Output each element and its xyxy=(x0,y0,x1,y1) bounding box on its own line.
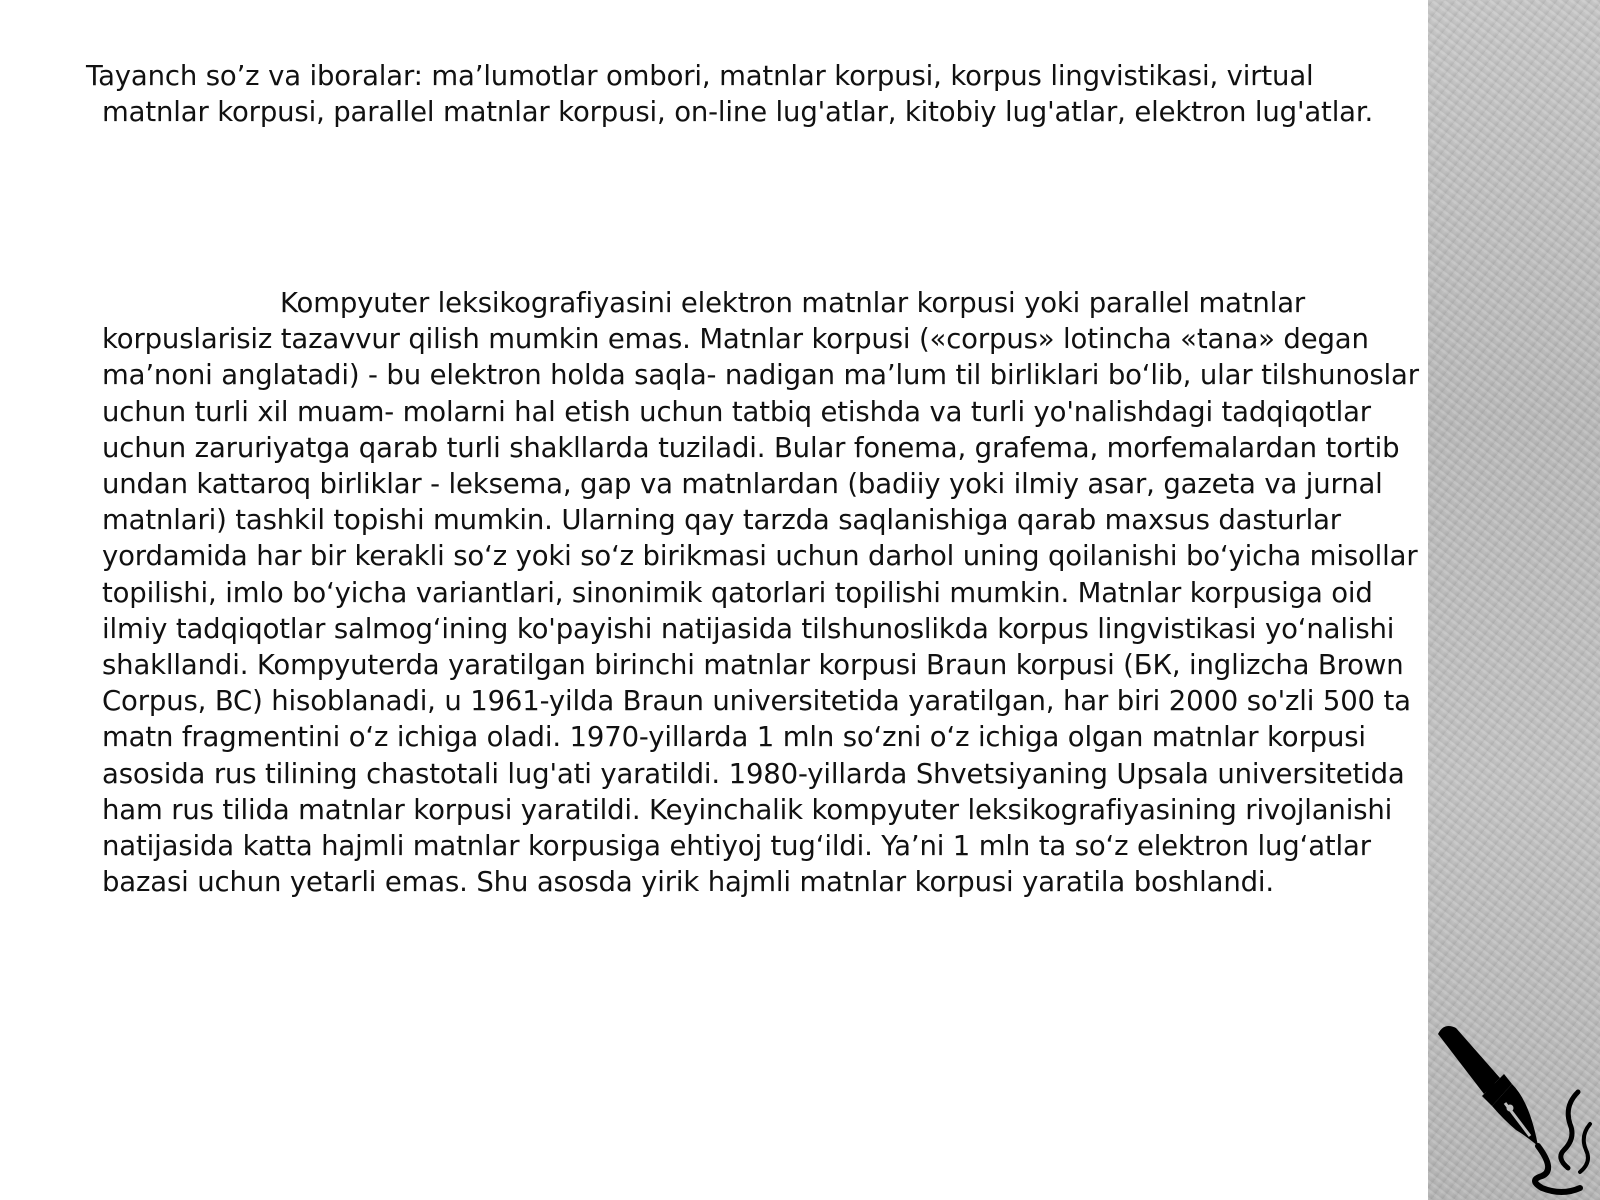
keywords-paragraph: Tayanch so’z va iboralar: ma’lumotlar ombori, matnlar korpusi, korpus lingvistikasi, virtual matnlar korpusi, parallel matnlar korpusi, on-line lug'atlar, kitobiy lug'atlar, elektron lug'atlar. xyxy=(86,60,1374,129)
body-paragraph xyxy=(86,285,1428,900)
pen-body xyxy=(1438,1026,1538,1146)
body-paragraph-text: Kompyuter leksikografiyasini elektron matnlar korpusi yoki parallel matnlar korpuslarisiz tazavvur qilish mumkin emas. Matnlar korpusi («corpus» lotincha «tana» degan ma’noni anglatadi) - bu elektron holda saqla- nadigan ma’lum til birliklari bo‘lib, ular tilshunoslar uchun turli xil muam- molarni hal etish uchun tatbiq etishda va turli yo'nalishdagi tadqiqotlar uchun zaruriyatga qarab turli shakllarda tuziladi. Bular fonema, grafema, morfemalardan tortib undan kattaroq birliklar - leksema, gap va matnlardan (badiiy yoki ilmiy asar, gazeta va jurnal matnlari) tashkil topishi mumkin. Ularning qay tarzda saqlanishiga qarab maxsus dasturlar yordamida har bir kerakli so‘z yoki so‘z birikmasi uchun darhol uning qoilanishi bo‘yicha misollar topilishi, imlo bo‘yicha variantlari, sinonimik qatorlari topilishi mumkin. Matnlar korpusiga oid ilmiy tadqiqotlar salmog‘ining ko'payishi natijasida tilshunoslikda korpus lingvistikasi yo‘nalishi shakllandi. Kompyuterda yaratilgan birinchi matnlar korpusi Braun korpusi (БК, inglizcha Brown Corpus, BC) hisoblanadi, u 1961-yilda Braun universitetida yaratilgan, har biri 2000 so'zli 500 ta matn fragmentini o‘z ichiga oladi. 1970-yillarda 1 mln so‘zni o‘z ichiga olgan matnlar korpusi asosida rus tilining chastotali lug'ati yaratildi. 1980-yillarda Shvetsiyaning Upsala universitetida ham rus tilida matnlar korpusi yaratildi. Keyinchalik kompyuter leksikografiyasining rivojlanishi natijasida katta hajmli matnlar korpusiga ehtiyoj tug‘ildi. Ya’ni 1 mln ta so‘z elektron lug‘atlar bazasi uchun yetarli emas. Shu asosda yirik hajmli matnlar korpusi yaratila boshlandi. xyxy=(102,287,1419,899)
fountain-pen-icon xyxy=(1430,1020,1600,1200)
ink-swirl xyxy=(1535,1092,1590,1192)
